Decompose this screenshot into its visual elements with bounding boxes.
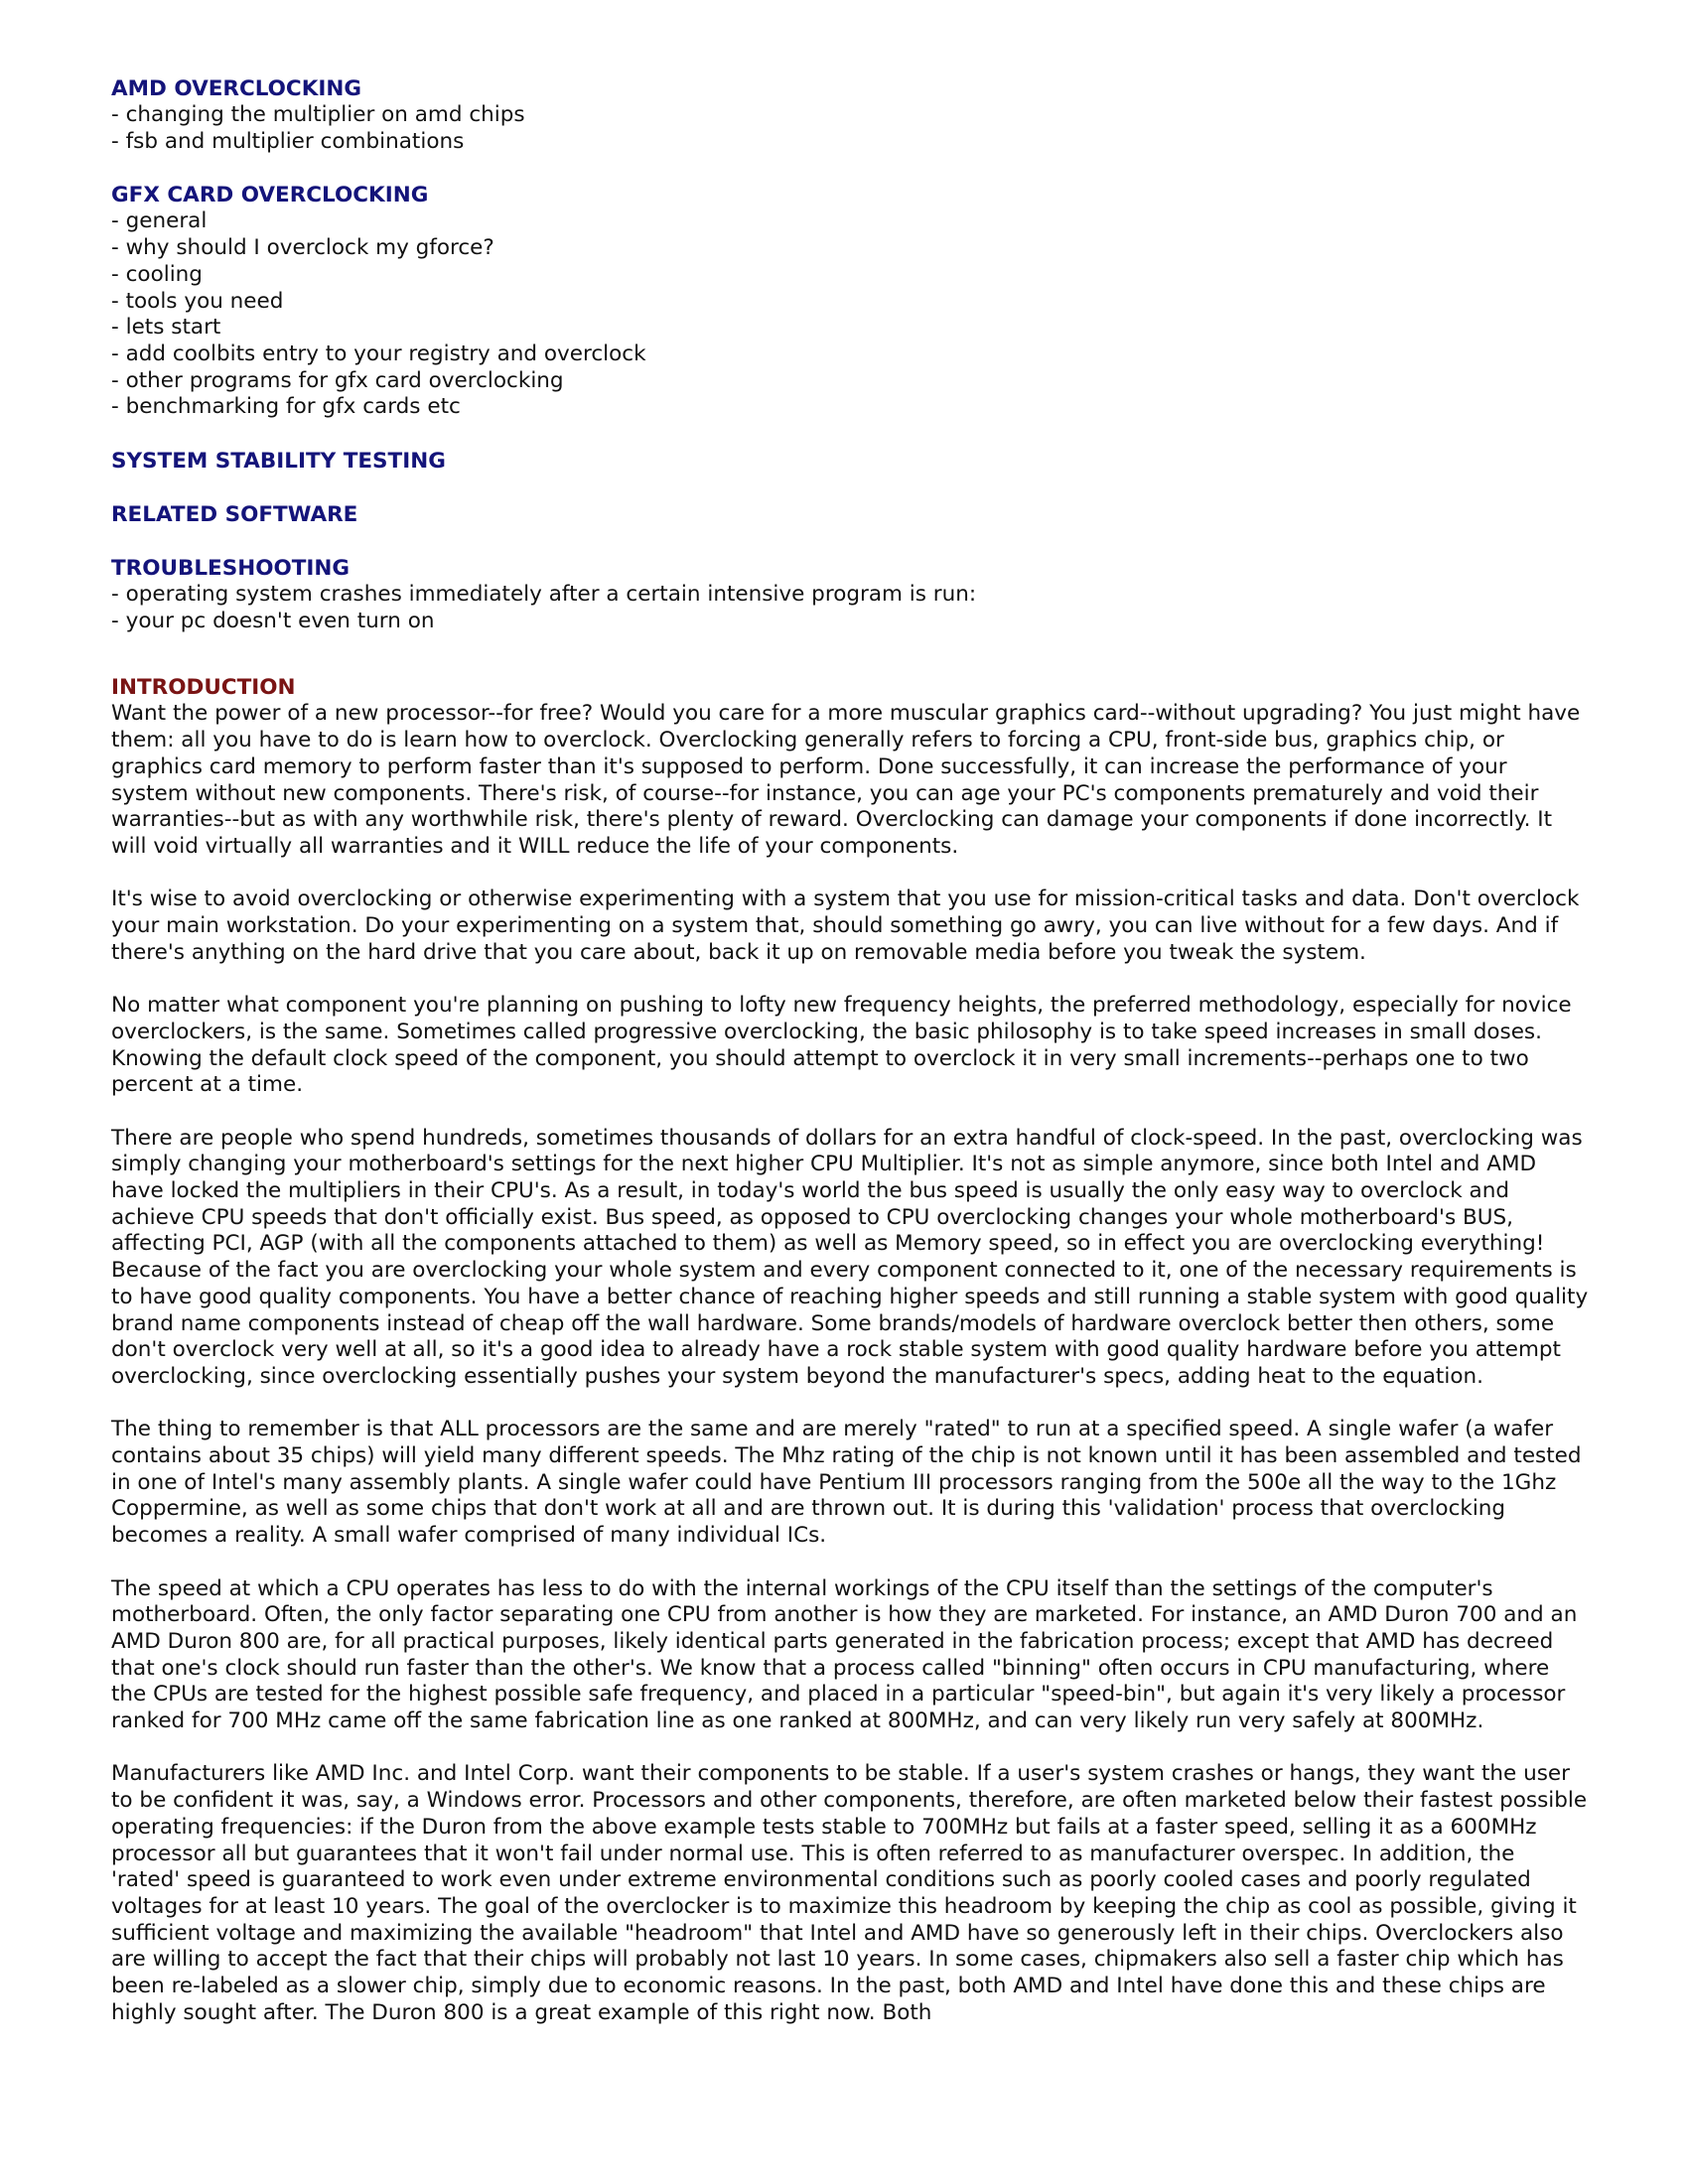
body-paragraph: There are people who spend hundreds, sometimes thousands of dollars for an extra handful of clock-speed. In the past, overclocking was simply changing your motherboard's settings for the next higher CPU Multiplier. It's not as simple anymore, since both Intel and AMD have locked the multipliers in their CPU's. As a result, in today's world the bus speed is usually the only easy way to overclock and achieve CPU speeds that don't officially exist. Bus speed, as opposed to CPU overclocking changes your whole motherboard's BUS, affecting PCI, AGP (with all the components attached to them) as well as Memory speed, so in effect you are overclocking everything! Because of the fact you are overclocking your whole system and every component connected to it, one of the necessary requirements is to have good quality components. You have a better chance of reaching higher speeds and still running a stable system with good quality brand name components instead of cheap off the wall hardware. Some brands/models of hardware overclock better then others, some don't overclock very well at all, so it's a good idea to already have a rock stable system with good quality hardware before you attempt overclocking, since overclocking essentially pushes your system beyond the manufacturer's specs, adding heat to the equation. [111,1125,1589,1389]
toc-list [111,208,1589,421]
toc-item[interactable]: - general [111,208,208,234]
toc-item[interactable]: - operating system crashes immediately after a certain intensive program is run: [111,582,977,608]
toc-section-software [111,501,1589,528]
introduction-section [111,674,1589,2026]
toc-section-stability [111,448,1589,475]
body-paragraph: Manufacturers like AMD Inc. and Intel Corp. want their components to be stable. If a user's system crashes or hangs, they want the user to be confident it was, say, a Windows error. Processors and other components, therefore, are often marketed below their fastest possible operating frequencies: if the Duron from the above example tests stable to 700MHz but fails at a faster speed, selling it as a 600MHz processor all but guarantees that it won't fail under normal use. This is often referred to as manufacturer overspec. In addition, the 'rated' speed is guaranteed to work even under extreme environmental conditions such as poorly cooled cases and poorly regulated voltages for at least 10 years. The goal of the overclocker is to maximize this headroom by keeping the chip as cool as possible, giving it sufficient voltage and maximizing the available "headroom" that Intel and AMD have so generously left in their chips. Overclockers also are willing to accept the fact that their chips will probably not last 10 years. In some cases, chipmakers also sell a faster chip which has been re-labeled as a slower chip, simply due to economic reasons. In the past, both AMD and Intel have done this and these chips are highly sought after. The Duron 800 is a great example of this right now. Both [111,1761,1588,2025]
section-heading[interactable]: AMD OVERCLOCKING [111,76,362,101]
body-paragraph: Want the power of a new processor--for free? Would you care for a more muscular graphics card--without upgrading? You just might have them: all you have to do is learn how to overclock. Overclocking generally refers to forcing a CPU, front-side bus, graphics chip, or graphics card memory to perform faster than it's supposed to perform. Done successfully, it can increase the performance of your system without new components. There's risk, of course--for instance, you can age your PC's components prematurely and void their warranties--but as with any worthwhile risk, there's plenty of reward. Overclocking can damage your components if done incorrectly. It will void virtually all warranties and it WILL reduce the life of your components. [111,701,1581,859]
toc-list [111,582,1589,634]
toc-item[interactable]: - your pc doesn't even turn on [111,608,435,633]
toc-item[interactable]: - changing the multiplier on amd chips [111,102,525,127]
section-heading[interactable]: GFX CARD OVERCLOCKING [111,183,429,208]
toc-item[interactable]: - why should I overclock my gforce? [111,235,494,261]
toc-item[interactable]: - fsb and multiplier combinations [111,128,465,154]
body-paragraph: No matter what component you're planning on pushing to lofty new frequency heights, the preferred methodology, especially for novice overclockers, is the same. Sometimes called progressive overclocking, the basic philosophy is to take speed increases in small doses. Knowing the default clock speed of the component, you should attempt to overclock it in very small increments--perhaps one to two percent at a time. [111,993,1572,1098]
section-heading[interactable]: SYSTEM STABILITY TESTING [111,449,446,475]
toc-list [111,102,1589,155]
toc-section-gfx [111,182,1589,421]
toc-item[interactable]: - other programs for gfx card overclocking [111,367,564,393]
toc-item[interactable]: - benchmarking for gfx cards etc [111,394,461,420]
section-heading[interactable]: RELATED SOFTWARE [111,502,358,528]
body-paragraph: The thing to remember is that ALL processors are the same and are merely "rated" to run at a specified speed. A single wafer (a wafer contains about 35 chips) will yield many different speeds. The Mhz rating of the chip is not known until it has been assembled and tested in one of Intel's many assembly plants. A single wafer could have Pentium III processors ranging from the 500e all the way to the 1Ghz Coppermine, as well as some chips that don't work at all and are thrown out. It is during this 'validation' process that overclocking becomes a reality. A small wafer comprised of many individual ICs. [111,1417,1582,1549]
introduction-heading: INTRODUCTION [111,675,296,701]
section-heading[interactable]: TROUBLESHOOTING [111,556,351,582]
toc-item[interactable]: - cooling [111,261,203,287]
toc-item[interactable]: - tools you need [111,288,284,314]
body-paragraph: The speed at which a CPU operates has less to do with the internal workings of the CPU itself than the settings of the computer's motherboard. Often, the only factor separating one CPU from another is how they are marketed. For instance, an AMD Duron 700 and an AMD Duron 800 are, for all practical purposes, likely identical parts generated in the fabrication process; except that AMD has decreed that one's clock should run faster than the other's. We know that a process called "binning" often occurs in CPU manufacturing, where the CPUs are tested for the highest possible safe frequency, and placed in a particular "speed-bin", but again it's very likely a processor ranked for 700 MHz came off the same fabrication line as one ranked at 800MHz, and can very likely run very safely at 800MHz. [111,1575,1578,1734]
toc-item[interactable]: - lets start [111,315,221,341]
toc-section-troubleshooting [111,555,1589,634]
body-paragraph: It's wise to avoid overclocking or otherwise experimenting with a system that you use for mission-critical tasks and data. Don't overclock your main workstation. Do your experimenting on a system that, should something go awry, you can live without for a few days. And if there's anything on the hard drive that you care about, back it up on removable media before you tweak the system. [111,887,1580,965]
toc-item[interactable]: - add coolbits entry to your registry and overclock [111,341,646,366]
toc-section-amd [111,75,1589,155]
